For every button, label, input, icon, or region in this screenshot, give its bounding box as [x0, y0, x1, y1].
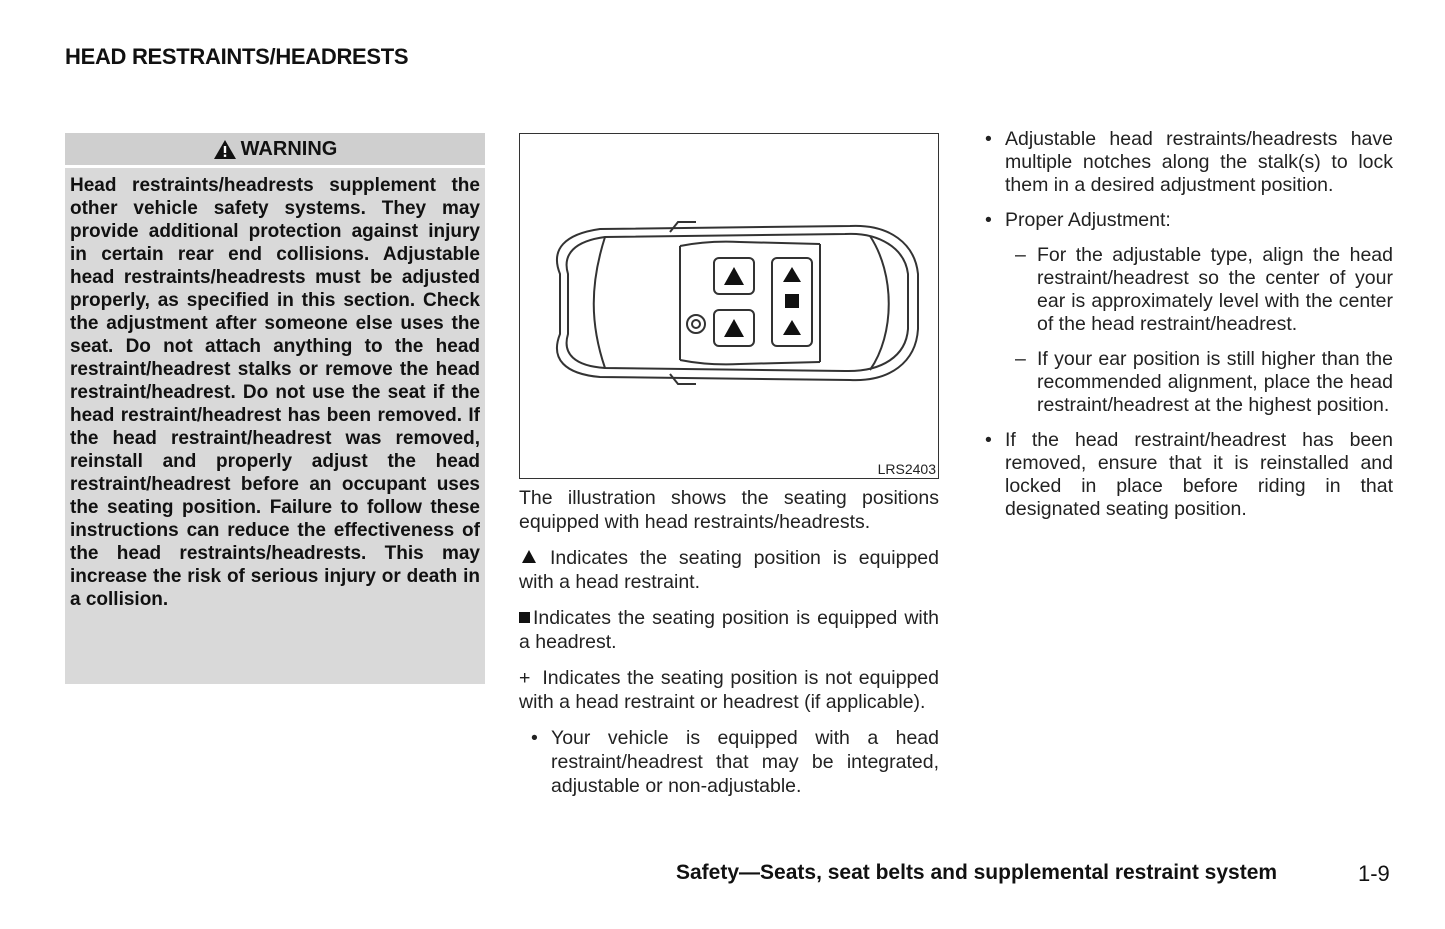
legend-square-text: Indicates the seating position is equipped with a headrest.	[519, 607, 939, 653]
dash-icon: –	[1015, 244, 1026, 266]
sub-bullet-text: If your ear position is still higher than the recommended alignment, place the head restraint/headrest at the highest position.	[1037, 348, 1393, 416]
legend-plus-text: Indicates the seating position is not equipped with a head restraint or headrest (if applicable).	[519, 667, 939, 713]
legend-headrest	[519, 606, 939, 654]
car-top-view-diagram	[520, 134, 938, 478]
illustration-caption: The illustration shows the seating positions equipped with head restraints/headrests.	[519, 487, 939, 533]
list-item	[985, 128, 1393, 197]
bullet-icon: •	[985, 209, 992, 231]
plus-icon: +	[519, 667, 531, 689]
bullet-icon: •	[985, 429, 992, 451]
legend-triangle-text: Indicates the seating position is equipped with a head restraint.	[519, 547, 939, 593]
warning-box	[65, 133, 485, 684]
triangle-icon	[522, 550, 536, 563]
right-column	[985, 128, 1393, 533]
center-column	[519, 486, 939, 798]
bullet-icon: •	[985, 128, 992, 150]
square-icon	[519, 612, 530, 623]
bullet-text: Adjustable head restraints/headrests have multiple notches along the stalk(s) to lock them in a desired adjustment position.	[1005, 128, 1393, 196]
bullet-text: If the head restraint/headrest has been removed, ensure that it is reinstalled and locked in place before riding in that designated seating position.	[1005, 429, 1393, 520]
warning-title: WARNING	[240, 137, 338, 160]
bullet-text: Your vehicle is equipped with a head restraint/headrest that may be integrated, adjustable or non-adjustable.	[551, 727, 939, 797]
legend-none	[519, 666, 939, 714]
figure-code: LRS2403	[877, 461, 936, 477]
sub-list-item	[1015, 348, 1393, 417]
warning-text: Head restraints/headrests supplement the other vehicle safety systems. They may provide additional protection against injury in certain rear end collisions. Adjustable head restraints/headrests must be adjusted properly, as specified in this section. Check the adjustment after someone else uses the seat. Do not attach anything to the head restraint/headrest stalks or remove the head restraint/headrest. Do not use the seat if the head restraint/headrest has been removed. If the head restraint/headrest was removed, reinstall and properly adjust the head restraint/headrest before an occupant uses the seating position. Failure to follow these instructions can reduce the effectiveness of the head restraints/headrests. This may increase the risk of serious injury or death in a collision.	[70, 175, 480, 610]
list-item	[985, 209, 1393, 232]
legend-head-restraint	[519, 546, 939, 594]
bullet-text: Proper Adjustment:	[1005, 209, 1171, 231]
footer-section-title: Safety—Seats, seat belts and supplemental restraint system	[676, 861, 1278, 884]
seating-illustration	[519, 133, 939, 479]
warning-triangle-icon	[213, 139, 237, 160]
bullet-icon: •	[531, 727, 538, 749]
dash-icon: –	[1015, 348, 1026, 370]
page-number: 1-9	[1358, 861, 1390, 886]
sub-bullet-text: For the adjustable type, align the head restraint/headrest so the center of your ear is approximately level with the center of the head restraint/headrest.	[1037, 244, 1393, 335]
headrest-marker	[785, 294, 799, 308]
list-item	[519, 726, 939, 798]
warning-header	[65, 133, 485, 168]
list-item	[985, 429, 1393, 521]
page-title: HEAD RESTRAINTS/HEADRESTS	[65, 44, 409, 69]
sub-list-item	[1015, 244, 1393, 336]
